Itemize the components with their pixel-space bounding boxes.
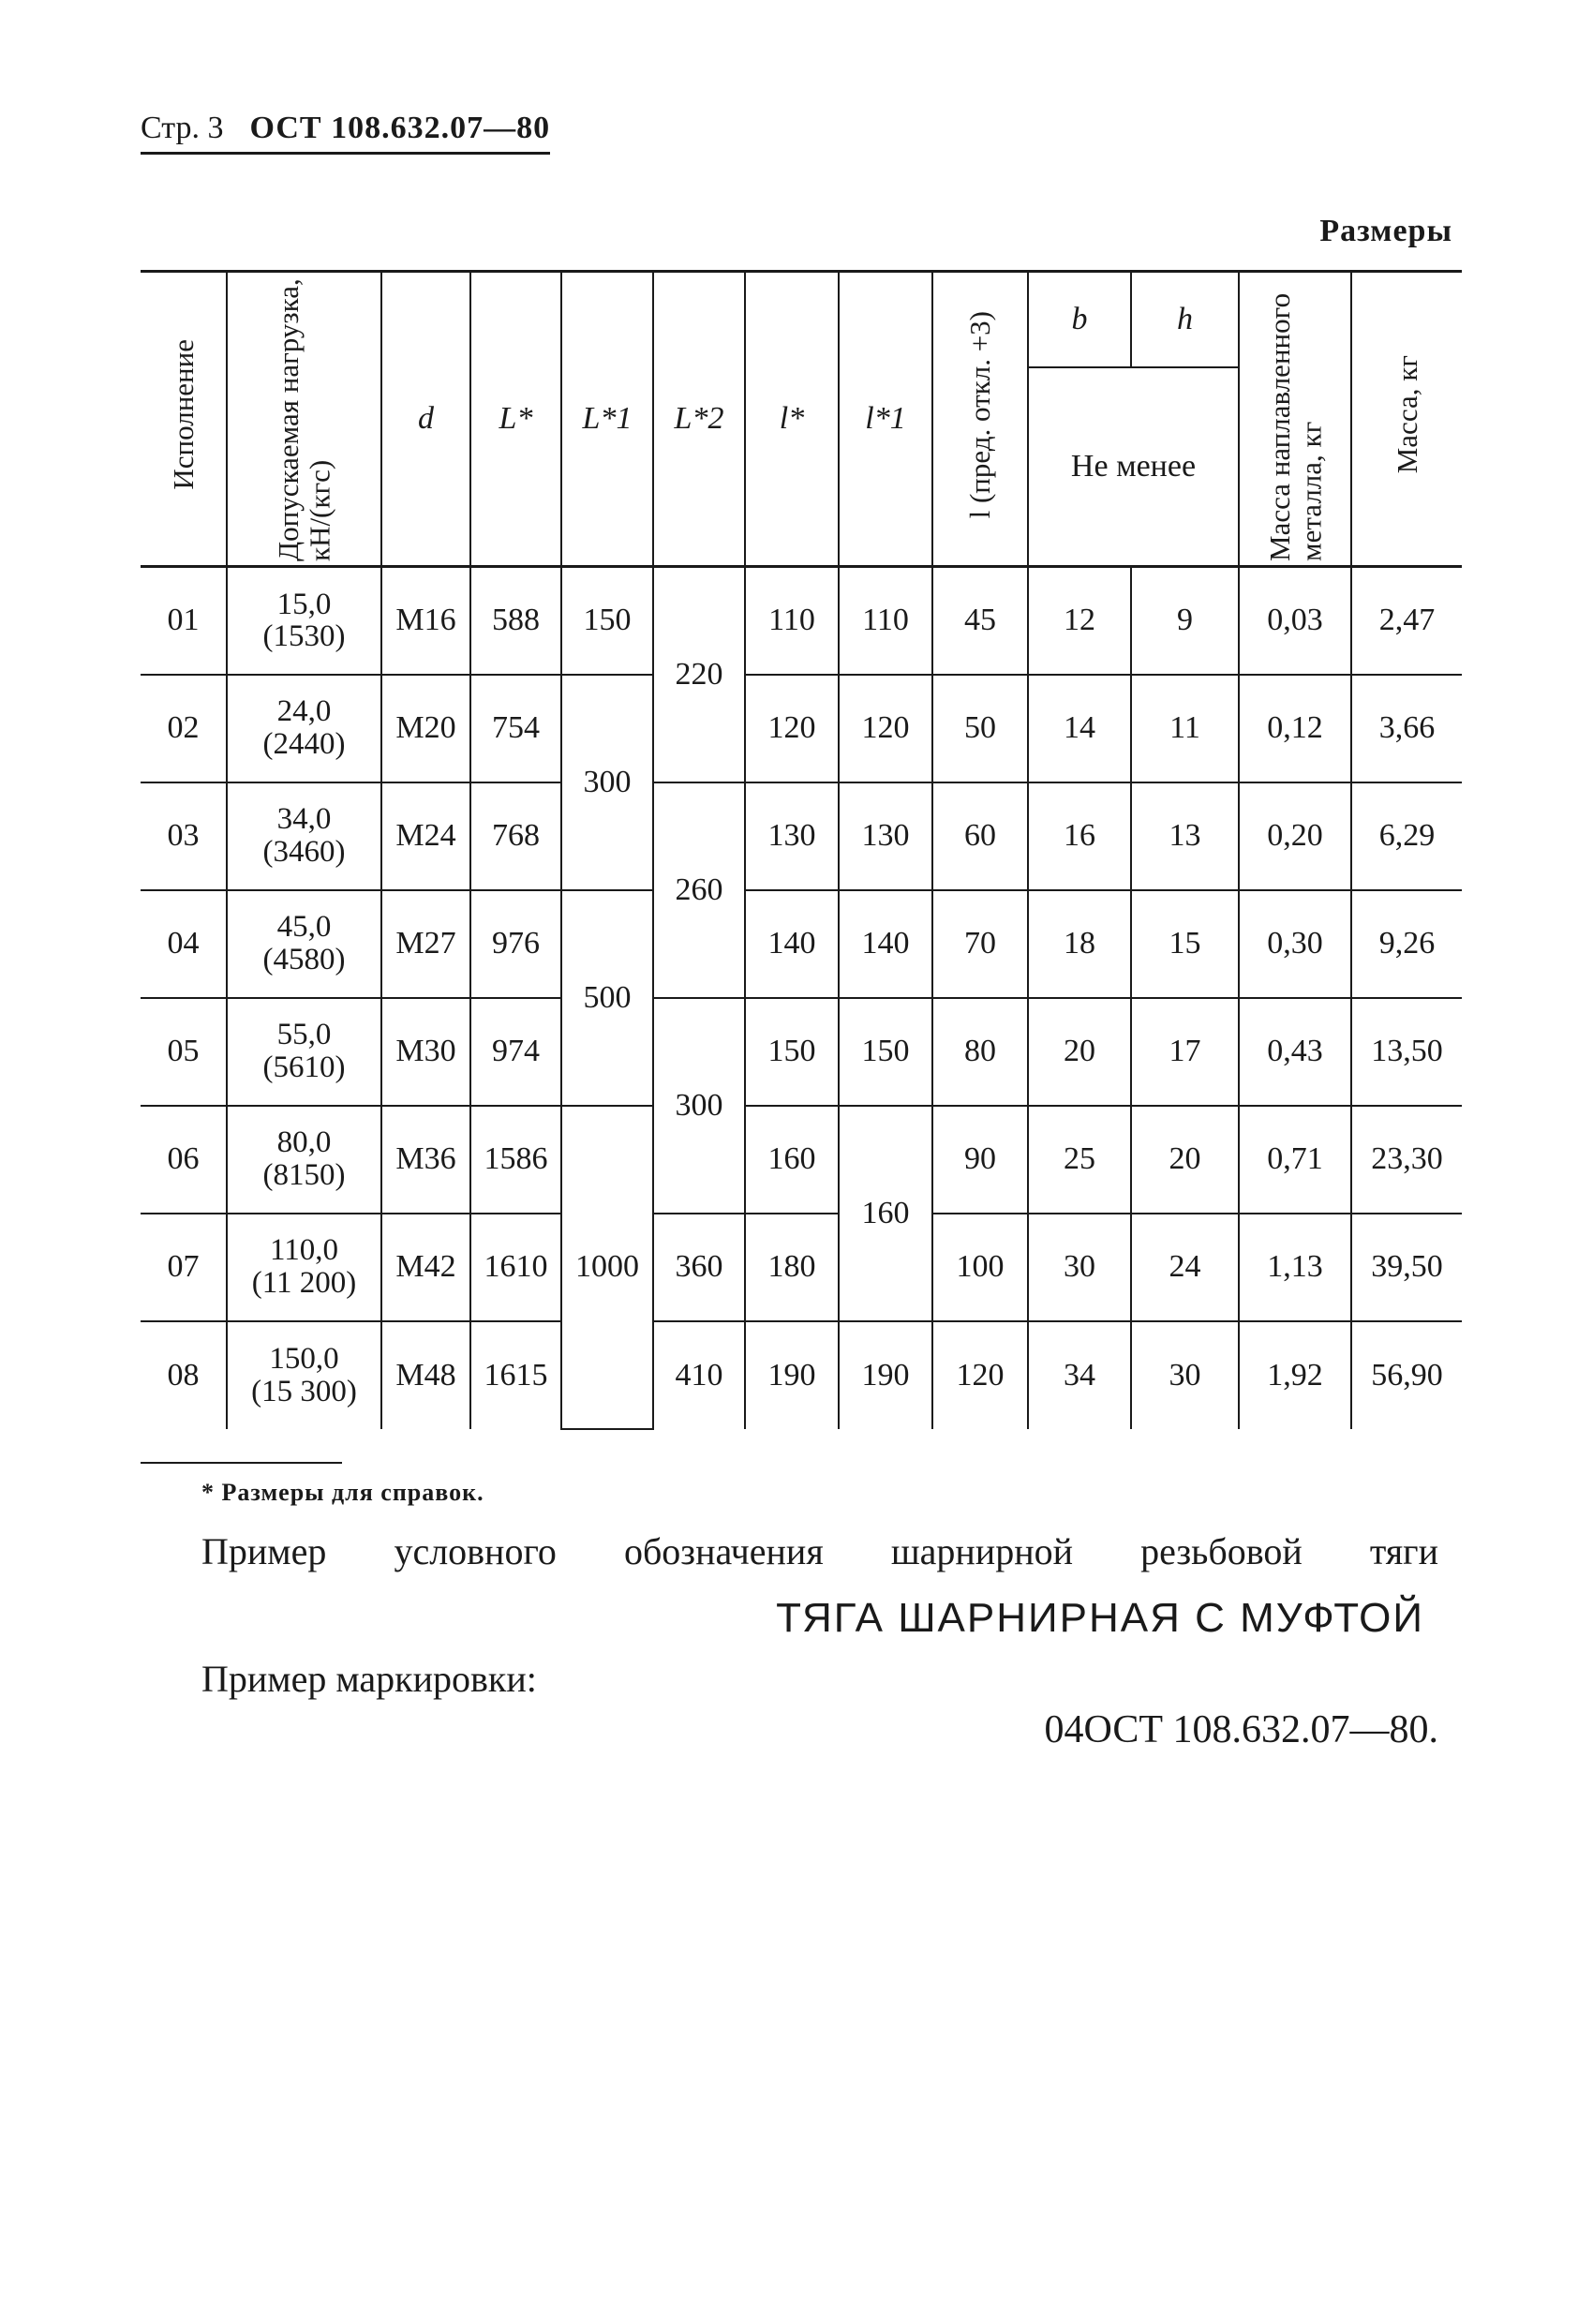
cell-mass: 2,47: [1351, 567, 1462, 675]
cell-h: 24: [1131, 1214, 1239, 1321]
cell-l: 190: [745, 1321, 839, 1429]
cell-L: 1615: [470, 1321, 561, 1429]
cell-l-deviation: 100: [932, 1214, 1028, 1321]
table-row: [141, 567, 1462, 675]
cell-load: 24,0 (2440): [227, 675, 381, 782]
cell-load: 55,0 (5610): [227, 998, 381, 1106]
cell-l: 150: [745, 998, 839, 1106]
cell-L1: 500: [561, 890, 653, 1106]
cell-mass: 39,50: [1351, 1214, 1462, 1321]
cell-load: 15,0 (1530): [227, 567, 381, 675]
header-b: b: [1028, 272, 1131, 368]
cell-version: 07: [141, 1214, 227, 1321]
cell-L2: 260: [653, 782, 745, 998]
cell-l-deviation: 120: [932, 1321, 1028, 1429]
cell-d: M27: [381, 890, 470, 998]
cell-load: 110,0 (11 200): [227, 1214, 381, 1321]
cell-l: 140: [745, 890, 839, 998]
cell-weld-mass: 0,43: [1239, 998, 1351, 1106]
cell-b: 16: [1028, 782, 1131, 890]
sizes-title: Размеры: [1319, 214, 1452, 248]
cell-l1: 190: [839, 1321, 932, 1429]
footnote: * Размеры для справок.: [201, 1479, 484, 1506]
cell-l: 180: [745, 1214, 839, 1321]
standard-code: ОСТ 108.632.07—80: [249, 111, 551, 145]
cell-mass: 3,66: [1351, 675, 1462, 782]
cell-b: 14: [1028, 675, 1131, 782]
cell-b: 25: [1028, 1106, 1131, 1214]
cell-l1: 110: [839, 567, 932, 675]
cell-h: 20: [1131, 1106, 1239, 1214]
table-header-row: [141, 272, 1462, 368]
header-l-deviation: l (пред. откл. +3): [932, 272, 1028, 567]
cell-l: 110: [745, 567, 839, 675]
cell-d: M30: [381, 998, 470, 1106]
header-L2: L*2: [653, 272, 745, 567]
cell-weld-mass: 0,03: [1239, 567, 1351, 675]
cell-L2: 220: [653, 567, 745, 782]
cell-l1: 120: [839, 675, 932, 782]
cell-l: 130: [745, 782, 839, 890]
cell-L: 754: [470, 675, 561, 782]
cell-L2: 360: [653, 1214, 745, 1321]
page-header: [141, 111, 550, 155]
cell-l1: 130: [839, 782, 932, 890]
cell-version: 06: [141, 1106, 227, 1214]
cell-h: 11: [1131, 675, 1239, 782]
cell-weld-mass: 0,20: [1239, 782, 1351, 890]
designation: ТЯГА ШАРНИРНАЯ С МУФТОЙ: [776, 1595, 1424, 1641]
marking-value: 04ОСТ 108.632.07—80.: [1044, 1708, 1438, 1751]
table-row: [141, 1106, 1462, 1214]
cell-L1: 1000: [561, 1106, 653, 1429]
dimensions-table: [141, 270, 1462, 1430]
header-weld-mass: Масса наплавленного металла, кг: [1239, 272, 1351, 567]
cell-l-deviation: 90: [932, 1106, 1028, 1214]
footnote-rule: [141, 1462, 342, 1464]
cell-L1: 300: [561, 675, 653, 890]
cell-load: 150,0 (15 300): [227, 1321, 381, 1429]
cell-d: M42: [381, 1214, 470, 1321]
cell-version: 01: [141, 567, 227, 675]
cell-d: M16: [381, 567, 470, 675]
cell-b: 12: [1028, 567, 1131, 675]
header-l: l*: [745, 272, 839, 567]
cell-L2: 300: [653, 998, 745, 1214]
header-mass: Масса, кг: [1351, 272, 1462, 567]
cell-version: 05: [141, 998, 227, 1106]
cell-l1: 140: [839, 890, 932, 998]
cell-l-deviation: 80: [932, 998, 1028, 1106]
table-row: [141, 675, 1462, 782]
cell-load: 80,0 (8150): [227, 1106, 381, 1214]
cell-d: M24: [381, 782, 470, 890]
header-h: h: [1131, 272, 1239, 368]
table-row: [141, 782, 1462, 890]
cell-l-deviation: 50: [932, 675, 1028, 782]
cell-l-deviation: 60: [932, 782, 1028, 890]
cell-d: M48: [381, 1321, 470, 1429]
cell-l-deviation: 70: [932, 890, 1028, 998]
cell-L: 976: [470, 890, 561, 998]
cell-b: 18: [1028, 890, 1131, 998]
cell-h: 13: [1131, 782, 1239, 890]
cell-load: 45,0 (4580): [227, 890, 381, 998]
cell-l1: 160: [839, 1106, 932, 1321]
cell-h: 9: [1131, 567, 1239, 675]
cell-b: 20: [1028, 998, 1131, 1106]
cell-mass: 9,26: [1351, 890, 1462, 998]
cell-weld-mass: 0,30: [1239, 890, 1351, 998]
cell-L: 588: [470, 567, 561, 675]
cell-l-deviation: 45: [932, 567, 1028, 675]
cell-weld-mass: 1,92: [1239, 1321, 1351, 1429]
header-version: Исполнение: [141, 272, 227, 567]
cell-h: 30: [1131, 1321, 1239, 1429]
cell-L2: 410: [653, 1321, 745, 1429]
cell-L: 1586: [470, 1106, 561, 1214]
cell-weld-mass: 1,13: [1239, 1214, 1351, 1321]
cell-L1: 150: [561, 567, 653, 675]
cell-version: 02: [141, 675, 227, 782]
cell-d: M36: [381, 1106, 470, 1214]
header-l1: l*1: [839, 272, 932, 567]
cell-mass: 23,30: [1351, 1106, 1462, 1214]
cell-L: 768: [470, 782, 561, 890]
cell-d: M20: [381, 675, 470, 782]
cell-mass: 13,50: [1351, 998, 1462, 1106]
cell-load: 34,0 (3460): [227, 782, 381, 890]
page-number: Стр. 3: [141, 111, 224, 145]
cell-l: 160: [745, 1106, 839, 1214]
cell-weld-mass: 0,71: [1239, 1106, 1351, 1214]
cell-b: 30: [1028, 1214, 1131, 1321]
cell-mass: 56,90: [1351, 1321, 1462, 1429]
cell-weld-mass: 0,12: [1239, 675, 1351, 782]
table-row: [141, 890, 1462, 998]
cell-version: 03: [141, 782, 227, 890]
table-row: [141, 1321, 1462, 1429]
cell-mass: 6,29: [1351, 782, 1462, 890]
cell-version: 08: [141, 1321, 227, 1429]
cell-h: 15: [1131, 890, 1239, 998]
table-row: [141, 1214, 1462, 1321]
example-text: Пример условного обозначения шарнирной резьбовой тяги: [201, 1530, 1438, 1572]
header-d: d: [381, 272, 470, 567]
header-L1: L*1: [561, 272, 653, 567]
header-L: L*: [470, 272, 561, 567]
header-not-less: Не менее: [1028, 367, 1239, 567]
header-load: Допускаемая нагрузка, кН/(кгс): [227, 272, 381, 567]
cell-l1: 150: [839, 998, 932, 1106]
cell-L: 974: [470, 998, 561, 1106]
marking-label: Пример маркировки:: [201, 1658, 537, 1700]
table-row: [141, 998, 1462, 1106]
cell-version: 04: [141, 890, 227, 998]
cell-h: 17: [1131, 998, 1239, 1106]
cell-L: 1610: [470, 1214, 561, 1321]
cell-b: 34: [1028, 1321, 1131, 1429]
cell-l: 120: [745, 675, 839, 782]
